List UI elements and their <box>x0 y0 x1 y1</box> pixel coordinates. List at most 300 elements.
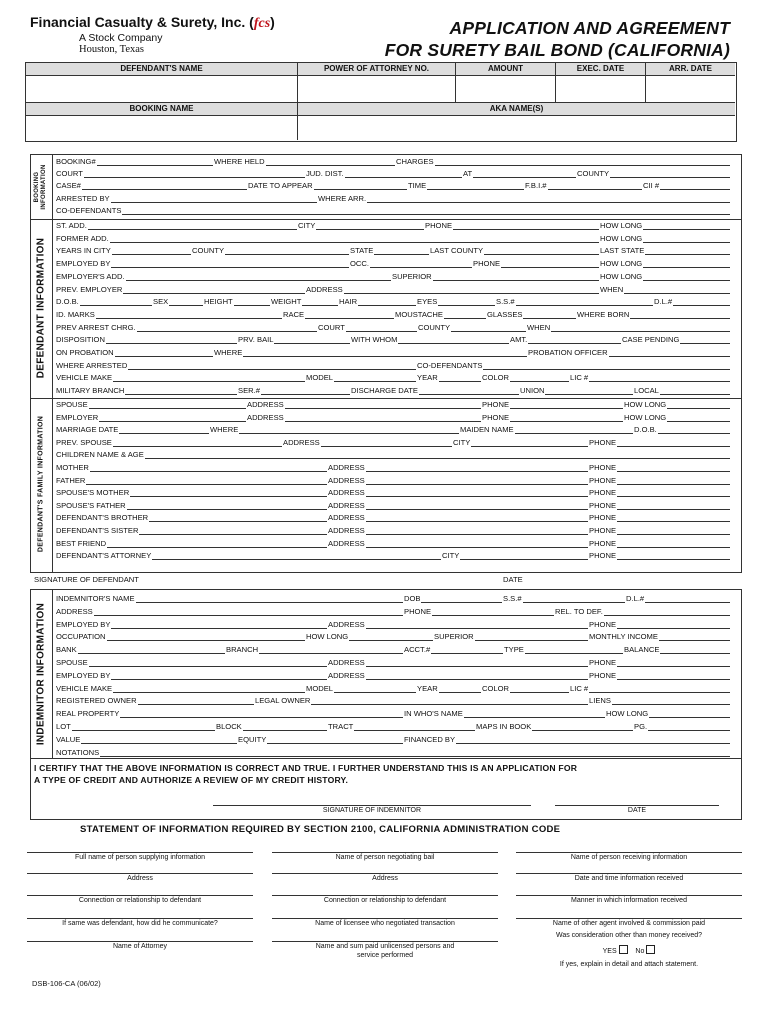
statement-input-line[interactable] <box>516 852 742 853</box>
booking-field-input[interactable] <box>111 202 317 203</box>
defendant-field-input[interactable] <box>225 254 349 255</box>
indemnitor-field-input[interactable] <box>72 730 215 731</box>
family-field-input[interactable] <box>90 471 327 472</box>
booking-label-divider <box>52 154 53 220</box>
defendant-field-input[interactable] <box>439 381 481 382</box>
defendant-field-input[interactable] <box>643 267 730 268</box>
defendant-field-input[interactable] <box>305 318 394 319</box>
indemnitor-field-input[interactable] <box>311 704 588 705</box>
indemnitor-field-label: HOW LONG <box>606 709 649 719</box>
defendant-field-label: S.S.# <box>496 297 515 307</box>
family-field-label: SPOUSE'S MOTHER <box>56 488 130 498</box>
yes-checkbox[interactable] <box>619 945 628 954</box>
family-field-input[interactable] <box>366 484 588 485</box>
sig-indemnitor-date-label: DATE <box>627 807 647 814</box>
defendant-field-label: SEX <box>153 297 169 307</box>
booking-field-label: ARRESTED BY <box>56 193 110 203</box>
defendant-field-input[interactable] <box>169 305 203 306</box>
indemnitor-field-input[interactable] <box>645 602 730 603</box>
yes-no-options: YES No <box>516 945 742 955</box>
statement-input-line[interactable] <box>27 895 253 896</box>
family-field-input[interactable] <box>130 496 327 497</box>
defendant-field-input[interactable] <box>453 229 599 230</box>
indemnitor-field-input[interactable] <box>366 628 588 629</box>
defendant-field-input[interactable] <box>483 369 730 370</box>
family-field-label: PHONE <box>482 412 510 422</box>
family-field-input[interactable] <box>658 433 730 434</box>
indemnitor-field-input[interactable] <box>532 730 633 731</box>
indemnitor-field-input[interactable] <box>366 666 588 667</box>
family-field-input[interactable] <box>366 509 588 510</box>
defendant-field-input[interactable] <box>123 293 305 294</box>
family-field-label: CHILDREN NAME & AGE <box>56 450 144 460</box>
family-field-input[interactable] <box>127 509 327 510</box>
family-field-label: SPOUSE'S FATHER <box>56 500 126 510</box>
indemnitor-field-label: ADDRESS <box>328 670 365 680</box>
indemnitor-field-label: LIENS <box>589 696 611 706</box>
amount-field[interactable] <box>456 76 556 103</box>
family-field-input[interactable] <box>366 471 588 472</box>
defendant-field-input[interactable] <box>358 305 416 306</box>
defendant-field-label: FORMER ADD. <box>56 233 109 243</box>
defendant-field-input[interactable] <box>501 267 599 268</box>
defendant-field-input[interactable] <box>112 254 191 255</box>
family-field-input[interactable] <box>139 534 327 535</box>
indemnitor-field-label: FINANCED BY <box>404 734 456 744</box>
indemnitor-field-input[interactable] <box>525 653 623 654</box>
sig-defendant-label: SIGNATURE OF DEFENDANT <box>34 575 139 584</box>
defendant-field-input[interactable] <box>316 229 424 230</box>
aka-names-field[interactable] <box>298 116 735 140</box>
booking-field-input[interactable] <box>660 189 730 190</box>
family-field-input[interactable] <box>510 421 623 422</box>
indemnitor-field-label: D.L.# <box>626 594 645 603</box>
defendant-field-label: EMPLOYER'S ADD. <box>56 271 125 281</box>
indemnitor-field-input[interactable] <box>111 628 327 629</box>
family-field-input[interactable] <box>86 484 327 485</box>
sig-indemnitor-line[interactable] <box>213 805 531 806</box>
defendant-field-input[interactable] <box>274 343 350 344</box>
booking-field-label: TIME <box>408 181 427 191</box>
family-field-label: ADDRESS <box>328 538 365 548</box>
indemnitor-field-label: PHONE <box>589 670 617 680</box>
statement-input-line[interactable] <box>27 873 253 874</box>
sig-indemnitor-date-line[interactable] <box>555 805 719 806</box>
form-title-line-1: APPLICATION AND AGREEMENT <box>449 18 730 38</box>
family-field-label: PHONE <box>589 437 617 447</box>
booking-field-label: COUNTY <box>577 169 610 179</box>
aka-names-label: AKA NAME(S) <box>298 103 735 116</box>
indemnitor-field-input[interactable] <box>660 653 730 654</box>
family-field-label: ADDRESS <box>247 400 284 409</box>
family-field-label: PHONE <box>589 475 617 485</box>
indemnitor-field-input[interactable] <box>267 743 403 744</box>
defendant-field-label: HAIR <box>339 297 358 307</box>
statement-caption: Name of person receiving information <box>570 854 688 861</box>
indemnitor-field-label: REGISTERED OWNER <box>56 696 137 706</box>
defendant-field-input[interactable] <box>80 305 152 306</box>
booking-field-input[interactable] <box>97 165 213 166</box>
defendant-field-label: LIC # <box>570 373 589 383</box>
defendant-field-label: WITH WHOM <box>351 335 398 345</box>
defendant-field-input[interactable] <box>96 318 282 319</box>
defendant-field-label: D.L.# <box>654 297 673 307</box>
indemnitor-field-label: LOT <box>56 722 71 731</box>
defendant-field-input[interactable] <box>643 280 730 281</box>
family-field-label: PHONE <box>589 526 617 535</box>
indemnitor-field-label: NOTATIONS <box>56 747 100 757</box>
family-field-label: ADDRESS <box>328 463 365 472</box>
family-field-input[interactable] <box>617 559 730 560</box>
indemnitor-field-input[interactable] <box>113 692 305 693</box>
booking-field-label: F.B.I.# <box>525 181 547 191</box>
family-field-input[interactable] <box>152 559 441 560</box>
indemnitor-field-input[interactable] <box>81 743 237 744</box>
family-field-input[interactable] <box>285 408 481 409</box>
family-field-input[interactable] <box>285 421 481 422</box>
defendant-field-input[interactable] <box>115 356 213 357</box>
defendant-field-label: WHERE ARRESTED <box>56 360 128 370</box>
defendant-field-label: D.O.B. <box>56 297 79 307</box>
booking-field-input[interactable] <box>435 165 730 166</box>
defendant-field-input[interactable] <box>370 267 472 268</box>
defendant-field-label: OCC. <box>350 259 369 269</box>
defendant-field-input[interactable] <box>433 280 599 281</box>
family-field-input[interactable] <box>366 496 588 497</box>
booking-field-input[interactable] <box>84 177 305 178</box>
statement-caption: If same was defendant, how did he communicate? <box>62 920 218 927</box>
indemnitor-field-input[interactable] <box>431 653 503 654</box>
booking-field-label: DATE TO APPEAR <box>248 181 313 191</box>
family-info-label: DEFENDANT'S FAMILY INFORMATION <box>37 415 45 553</box>
statement-input-line[interactable] <box>272 918 498 919</box>
family-field-label: PHONE <box>482 400 510 409</box>
family-label-divider <box>52 398 53 573</box>
indemnitor-field-input[interactable] <box>648 730 730 731</box>
family-field-input[interactable] <box>107 547 327 548</box>
family-field-input[interactable] <box>145 458 730 459</box>
indemnitor-field-input[interactable] <box>510 692 569 693</box>
indemnitor-field-label: LEGAL OWNER <box>255 696 311 706</box>
defendant-field-input[interactable] <box>398 343 509 344</box>
indemnitor-field-input[interactable] <box>589 692 730 693</box>
defendant-field-input[interactable] <box>106 343 237 344</box>
defendant-field-input[interactable] <box>346 331 417 332</box>
statement-caption: service performed <box>356 952 414 959</box>
indemnitor-field-input[interactable] <box>120 717 403 718</box>
defendant-field-input[interactable] <box>643 242 730 243</box>
consideration-question: Was consideration other than money received? <box>555 932 703 939</box>
booking-field-input[interactable] <box>367 202 730 203</box>
family-field-input[interactable] <box>617 471 730 472</box>
indemnitor-field-input[interactable] <box>334 692 416 693</box>
indemnitor-field-input[interactable] <box>659 640 730 641</box>
family-field-input[interactable] <box>366 534 588 535</box>
defendant-field-input[interactable] <box>630 318 730 319</box>
statement-caption: Address <box>127 875 153 882</box>
family-field-input[interactable] <box>617 509 730 510</box>
defendant-field-input[interactable] <box>609 356 730 357</box>
family-field-input[interactable] <box>617 496 730 497</box>
statement-input-line[interactable] <box>516 873 742 874</box>
statement-caption: Name of person negotiating bail <box>335 854 435 861</box>
defendant-field-label: LAST COUNTY <box>430 246 484 256</box>
defendant-field-label: HOW LONG <box>600 259 643 269</box>
poa-no-field[interactable] <box>298 76 456 103</box>
family-field-label: ADDRESS <box>328 475 365 485</box>
defendant-field-input[interactable] <box>451 331 526 332</box>
defendant-field-label: GLASSES <box>487 309 523 319</box>
defendant-field-input[interactable] <box>243 356 527 357</box>
defendant-field-input[interactable] <box>643 229 730 230</box>
indemnitor-field-input[interactable] <box>421 602 502 603</box>
defendant-field-input[interactable] <box>444 318 486 319</box>
indemnitor-field-input[interactable] <box>243 730 327 731</box>
family-field-input[interactable] <box>510 408 623 409</box>
family-field-input[interactable] <box>667 421 730 422</box>
company-type: A Stock Company <box>79 32 163 44</box>
family-field-input[interactable] <box>99 421 246 422</box>
indemnitor-field-input[interactable] <box>111 679 327 680</box>
defendant-field-label: PREV ARREST CHRG. <box>56 322 136 332</box>
family-field-label: PHONE <box>589 488 617 498</box>
exec-date-label: EXEC. DATE <box>556 63 646 76</box>
defendant-field-input[interactable] <box>660 394 730 395</box>
statement-input-line[interactable] <box>27 918 253 919</box>
defendant-field-label: COLOR <box>482 373 510 383</box>
indemnitor-field-label: IN WHO'S NAME <box>404 709 463 719</box>
statement-caption: Name of licensee who negotiated transaction <box>315 920 455 927</box>
fcs-logo: fcs <box>253 16 271 31</box>
indemnitor-field-input[interactable] <box>464 717 605 718</box>
indemnitor-field-input[interactable] <box>475 640 588 641</box>
statement-caption: Date and time information received <box>574 875 684 882</box>
indemnitor-field-input[interactable] <box>100 756 730 757</box>
statement-input-line[interactable] <box>272 941 498 942</box>
family-field-input[interactable] <box>321 446 452 447</box>
booking-field-input[interactable] <box>473 177 576 178</box>
defendant-info-label: DEFENDANT INFORMATION <box>35 237 47 379</box>
if-yes-note: If yes, explain in detail and attach statement. <box>559 961 699 968</box>
defendant-field-label: EMPLOYED BY <box>56 259 111 269</box>
indemnitor-field-label: INDEMNITOR'S NAME <box>56 594 135 603</box>
indemnitor-field-label: TRACT <box>328 722 354 731</box>
booking-field-input[interactable] <box>82 189 247 190</box>
booking-field-label: JUD. DIST. <box>306 169 344 179</box>
family-field-label: MARRIAGE DATE <box>56 425 119 435</box>
statement-input-line[interactable] <box>516 918 742 919</box>
family-field-input[interactable] <box>515 433 633 434</box>
family-field-input[interactable] <box>617 534 730 535</box>
defendant-field-input[interactable] <box>510 381 569 382</box>
statement-caption: Name of Attorney <box>112 943 168 950</box>
defendant-field-input[interactable] <box>125 394 237 395</box>
defendant-field-input[interactable] <box>645 254 730 255</box>
defendant-field-input[interactable] <box>302 305 338 306</box>
indemnitor-field-input[interactable] <box>78 653 225 654</box>
defendant-field-input[interactable] <box>113 381 305 382</box>
defendant-field-label: PRV. BAIL <box>238 335 274 345</box>
family-field-input[interactable] <box>617 521 730 522</box>
defendant-field-label: LAST STATE <box>600 246 645 256</box>
statement-input-line[interactable] <box>272 895 498 896</box>
statement-input-line[interactable] <box>272 873 498 874</box>
defendant-field-input[interactable] <box>128 369 416 370</box>
family-field-label: ADDRESS <box>247 412 284 422</box>
defendant-field-input[interactable] <box>673 305 730 306</box>
defendant-field-input[interactable] <box>624 293 730 294</box>
defendant-field-label: HEIGHT <box>204 297 233 307</box>
defendant-field-input[interactable] <box>528 343 621 344</box>
booking-field-label: WHERE HELD <box>214 157 265 166</box>
defendant-field-input[interactable] <box>374 254 429 255</box>
certify-text-line-2: A TYPE OF CREDIT AND AUTHORIZE A REVIEW OF MY CREDIT HISTORY. <box>34 775 349 785</box>
indemnitor-field-input[interactable] <box>523 602 625 603</box>
defendant-field-input[interactable] <box>137 331 317 332</box>
family-field-input[interactable] <box>113 446 282 447</box>
defendant-field-input[interactable] <box>126 280 391 281</box>
family-field-input[interactable] <box>617 446 730 447</box>
defendant-name-field[interactable] <box>26 76 298 103</box>
statement-caption: Manner in which information received <box>571 897 687 904</box>
defendant-field-input[interactable] <box>523 318 576 319</box>
defendant-field-label: ON PROBATION <box>56 348 114 357</box>
statement-input-line[interactable] <box>272 852 498 853</box>
indemnitor-field-label: ACCT.# <box>404 645 431 655</box>
indemnitor-field-label: COLOR <box>482 683 510 693</box>
booking-field-input[interactable] <box>122 214 730 215</box>
company-name: Financial Casualty & Surety, Inc. (fcs) <box>30 14 275 31</box>
indemnitor-field-input[interactable] <box>259 653 403 654</box>
defendant-field-label: SER.# <box>238 386 260 396</box>
statement-input-line[interactable] <box>27 941 253 942</box>
family-field-label: ADDRESS <box>328 488 365 498</box>
no-checkbox[interactable] <box>646 945 655 954</box>
booking-field-input[interactable] <box>314 189 407 190</box>
indemnitor-field-input[interactable] <box>138 704 254 705</box>
defendant-field-input[interactable] <box>551 331 730 332</box>
defendant-field-label: VEHICLE MAKE <box>56 373 113 383</box>
indemnitor-field-label: REAL PROPERTY <box>56 709 120 719</box>
family-field-label: EMPLOYER <box>56 412 99 422</box>
family-field-label: PHONE <box>589 538 617 548</box>
statement-input-line[interactable] <box>516 895 742 896</box>
indemnitor-field-input[interactable] <box>617 628 730 629</box>
indemnitor-field-input[interactable] <box>649 717 730 718</box>
indemnitor-field-input[interactable] <box>617 666 730 667</box>
defendant-field-label: PREV. EMPLOYER <box>56 284 123 294</box>
indemnitor-field-label: ADDRESS <box>328 619 365 629</box>
statement-input-line[interactable] <box>27 852 253 853</box>
family-field-input[interactable] <box>149 521 327 522</box>
defendant-field-label: PROBATION OFFICER <box>528 348 608 357</box>
indemnitor-field-label: BALANCE <box>624 645 660 655</box>
family-field-input[interactable] <box>89 408 246 409</box>
top-grid <box>25 62 737 142</box>
family-field-label: CITY <box>453 437 471 447</box>
defendant-field-input[interactable] <box>110 242 599 243</box>
indemnitor-field-input[interactable] <box>604 615 730 616</box>
indemnitor-field-label: BLOCK <box>216 722 242 731</box>
indemnitor-field-input[interactable] <box>456 743 730 744</box>
family-field-input[interactable] <box>460 559 588 560</box>
defendant-field-label: STATE <box>350 246 374 256</box>
defendant-field-input[interactable] <box>545 394 633 395</box>
defendant-field-input[interactable] <box>680 343 730 344</box>
indemnitor-field-input[interactable] <box>617 679 730 680</box>
defendant-label-divider <box>52 219 53 399</box>
booking-field-input[interactable] <box>266 165 395 166</box>
family-field-input[interactable] <box>366 547 588 548</box>
defendant-field-label: HOW LONG <box>600 221 643 230</box>
family-field-label: CITY <box>442 551 460 561</box>
defendant-field-label: COURT <box>318 322 345 332</box>
indemnitor-field-input[interactable] <box>354 730 475 731</box>
booking-name-field[interactable] <box>26 116 298 140</box>
family-field-input[interactable] <box>617 547 730 548</box>
defendant-field-input[interactable] <box>438 305 495 306</box>
defendant-field-label: DISCHARGE DATE <box>351 386 418 396</box>
booking-field-input[interactable] <box>610 177 730 178</box>
indemnitor-field-input[interactable] <box>136 602 403 603</box>
defendant-field-input[interactable] <box>234 305 270 306</box>
defendant-field-input[interactable] <box>419 394 519 395</box>
indemnitor-field-label: PHONE <box>404 606 432 616</box>
family-field-input[interactable] <box>667 408 730 409</box>
defendant-field-label: CO-DEFENDANTS <box>417 360 483 370</box>
family-field-label: ADDRESS <box>283 437 320 447</box>
family-field-input[interactable] <box>239 433 459 434</box>
indemnitor-field-input[interactable] <box>94 615 403 616</box>
indemnitor-field-label: EMPLOYED BY <box>56 670 111 680</box>
defendant-field-input[interactable] <box>516 305 653 306</box>
indemnitor-field-label: MAPS IN BOOK <box>476 722 532 731</box>
family-field-input[interactable] <box>471 446 588 447</box>
family-field-label: D.O.B. <box>634 425 657 435</box>
indemnitor-field-input[interactable] <box>439 692 481 693</box>
defendant-field-input[interactable] <box>334 381 416 382</box>
booking-field-input[interactable] <box>427 189 524 190</box>
indemnitor-field-input[interactable] <box>432 615 554 616</box>
defendant-field-input[interactable] <box>111 267 349 268</box>
defendant-field-input[interactable] <box>344 293 599 294</box>
defendant-field-label: LOCAL <box>634 386 659 396</box>
indemnitor-field-input[interactable] <box>89 666 327 667</box>
booking-field-input[interactable] <box>345 177 462 178</box>
defendant-field-input[interactable] <box>261 394 350 395</box>
defendant-field-label: PHONE <box>425 221 453 230</box>
family-field-input[interactable] <box>366 521 588 522</box>
defendant-field-label: PHONE <box>473 259 501 269</box>
defendant-field-input[interactable] <box>589 381 730 382</box>
indemnitor-field-input[interactable] <box>349 640 433 641</box>
defendant-field-label: HOW LONG <box>600 271 643 281</box>
exec-date-field[interactable] <box>556 76 646 103</box>
indemnitor-field-input[interactable] <box>366 679 588 680</box>
defendant-field-input[interactable] <box>484 254 599 255</box>
defendant-field-label: WHEN <box>600 284 624 294</box>
indemnitor-field-input[interactable] <box>107 640 306 641</box>
defendant-field-input[interactable] <box>88 229 297 230</box>
booking-field-input[interactable] <box>548 189 642 190</box>
indemnitor-field-label: BANK <box>56 645 77 655</box>
indemnitor-field-input[interactable] <box>612 704 730 705</box>
arr-date-field[interactable] <box>646 76 735 103</box>
family-field-input[interactable] <box>617 484 730 485</box>
indemnitor-field-label: PG. <box>634 722 648 731</box>
defendant-field-label: ID. MARKS <box>56 309 95 319</box>
family-field-input[interactable] <box>119 433 209 434</box>
